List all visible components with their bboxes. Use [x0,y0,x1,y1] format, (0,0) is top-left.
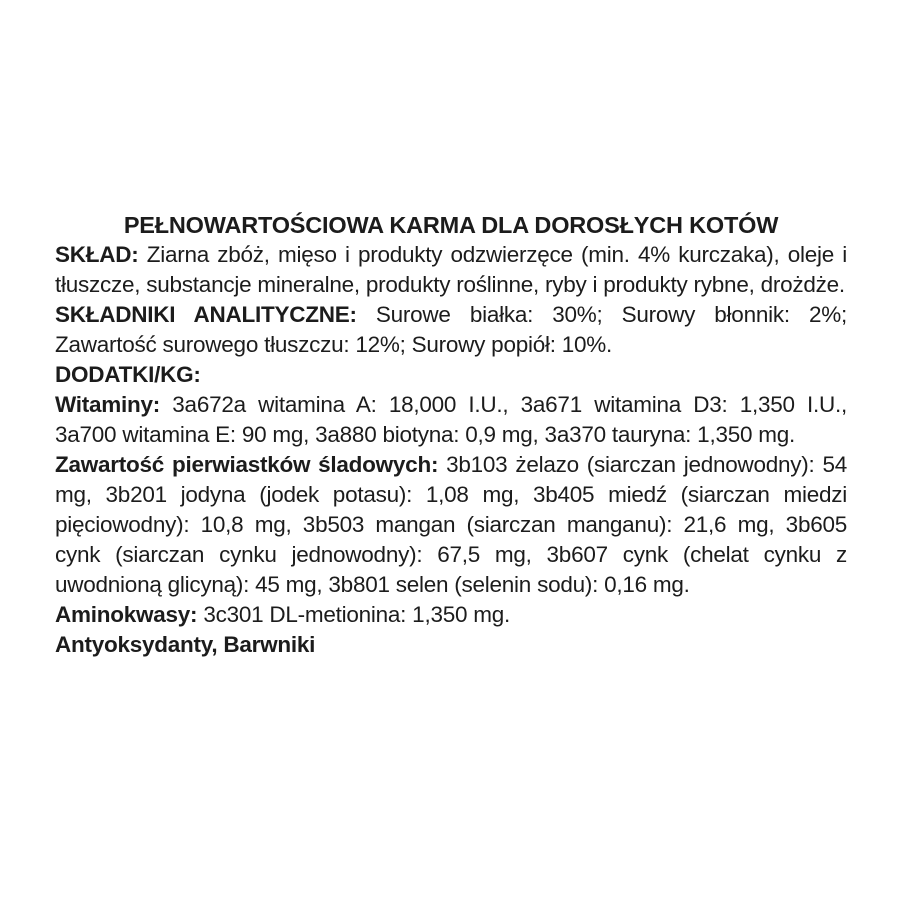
section-trace-elements [55,450,847,600]
section-vitamins [55,390,847,450]
section-amino-acids [55,600,847,630]
label-title: PEŁNOWARTOŚCIOWA KARMA DLA DOROSŁYCH KOTÓW [123,212,779,238]
section-additives [55,360,847,390]
section-amino-acids-heading: Aminokwasy: [55,602,198,627]
section-composition-heading: SKŁAD: [55,242,139,267]
section-trace-elements-text: 3b103 żelazo (siarczan jednowodny): 54 mg, 3b201 jodyna (jodek potasu): 1,08 mg, 3b405 miedź (siarczan miedzi pięciowodny): 10,8 mg, 3b503 mangan (siarczan manganu): 21,6 mg, 3b605 cynk (siarczan cynku jednowodny): 67,5 mg, 3b607 cynk (chelat cynku z uwodnioną glicyną): 45 mg, 3b801 selen (selenin sodu): 0,16 mg. [55,452,847,597]
section-analytical [55,300,847,360]
section-trace-elements-heading: Zawartość pierwiastków śladowych: [55,452,439,477]
section-analytical-text: Surowe białka: 30%; Surowy błonnik: 2%; Zawartość surowego tłuszczu: 12%; Surowy popiół: 10%. [55,302,847,357]
label-text-block [55,210,847,660]
section-antioxidants [55,630,847,660]
section-composition [55,240,847,300]
section-amino-acids-text: 3c301 DL-metionina: 1,350 mg. [203,602,510,627]
section-additives-heading: DODATKI/KG: [55,362,201,387]
section-vitamins-text: 3a672a witamina A: 18,000 I.U., 3a671 witamina D3: 1,350 I.U., 3a700 witamina E: 90 mg, 3a880 biotyna: 0,9 mg, 3a370 tauryna: 1,350 mg. [55,392,847,447]
section-vitamins-heading: Witaminy: [55,392,161,417]
section-composition-text: Ziarna zbóż, mięso i produkty odzwierzęce (min. 4% kurczaka), oleje i tłuszcze, substancje mineralne, produkty roślinne, ryby i produkty rybne, drożdże. [55,242,847,297]
section-antioxidants-heading: Antyoksydanty, Barwniki [55,632,316,657]
section-analytical-heading: SKŁADNIKI ANALITYCZNE: [55,302,357,327]
